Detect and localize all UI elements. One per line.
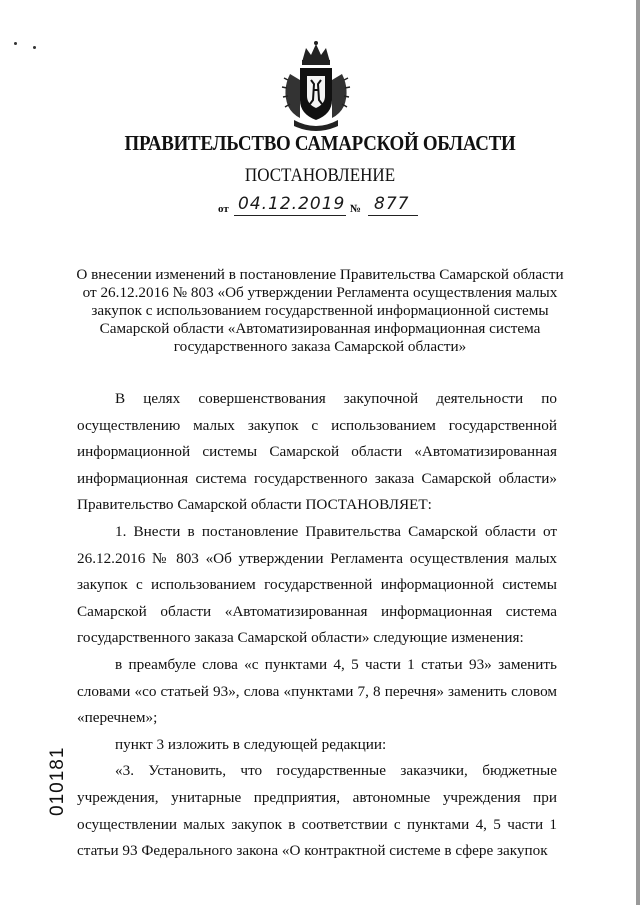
number-underline [368,215,418,216]
document-body [77,386,557,865]
body-paragraph-3: в преамбуле слова «с пунктами 4, 5 части 1 статьи 93» заменить словами «со статьей 93», слова «пунктами 7, 8 перечня» заменить словом «перечнем»; [77,655,557,727]
number-handwritten: 877 [374,194,410,214]
date-underline [234,215,346,216]
body-paragraph-4: пункт 3 изложить в следующей редакции: [115,735,387,753]
scan-speck [33,46,36,49]
date-number-line [218,196,438,220]
document-type: ПОСТАНОВЛЕНИЕ [244,166,396,186]
scan-edge [636,0,640,905]
date-handwritten: 04.12.2019 [238,194,346,214]
samara-coat-of-arms-icon [280,40,352,134]
body-paragraph-1: В целях совершенствования закупочной деятельности по осуществлению малых закупок с использованием государственной информационной системы Самарской области «Автоматизированная информационная система государственного заказа Самарской области» Правительство Самарской области ПОСТАНОВЛЯЕТ: [77,390,557,514]
date-label: от [218,203,229,215]
scan-speck [14,42,17,45]
body-paragraph-2: 1. Внести в постановление Правительства Самарской области от 26.12.2016 № 803 «Об утверждении Регламента осуществления малых закупок с использованием государственной информационной системы Самарской области «Автоматизированная информационная система государственного заказа Самарской области» следующие изменения: [77,522,557,647]
body-paragraph-5: «3. Установить, что государственные заказчики, бюджетные учреждения, унитарные предприятия, автономные учреждения при осуществлении малых закупок в соответствии с пунктами 4, 5 части 1 статьи 93 Федерального закона «О контрактной системе в сфере закупок [77,762,557,860]
government-title: ПРАВИТЕЛЬСТВО САМАРСКОЙ ОБЛАСТИ [124,131,516,155]
registration-stamp: 010181 [47,746,68,816]
number-label: № [350,203,362,215]
document-subject: О внесении изменений в постановление Правительства Самарской области от 26.12.2016 № 803 «Об утверждении Регламента осуществления малых закупок с использованием государственной информационной системы Самарской области «Автоматизированная информационная система государственного заказа Самарской области» [76,266,564,355]
